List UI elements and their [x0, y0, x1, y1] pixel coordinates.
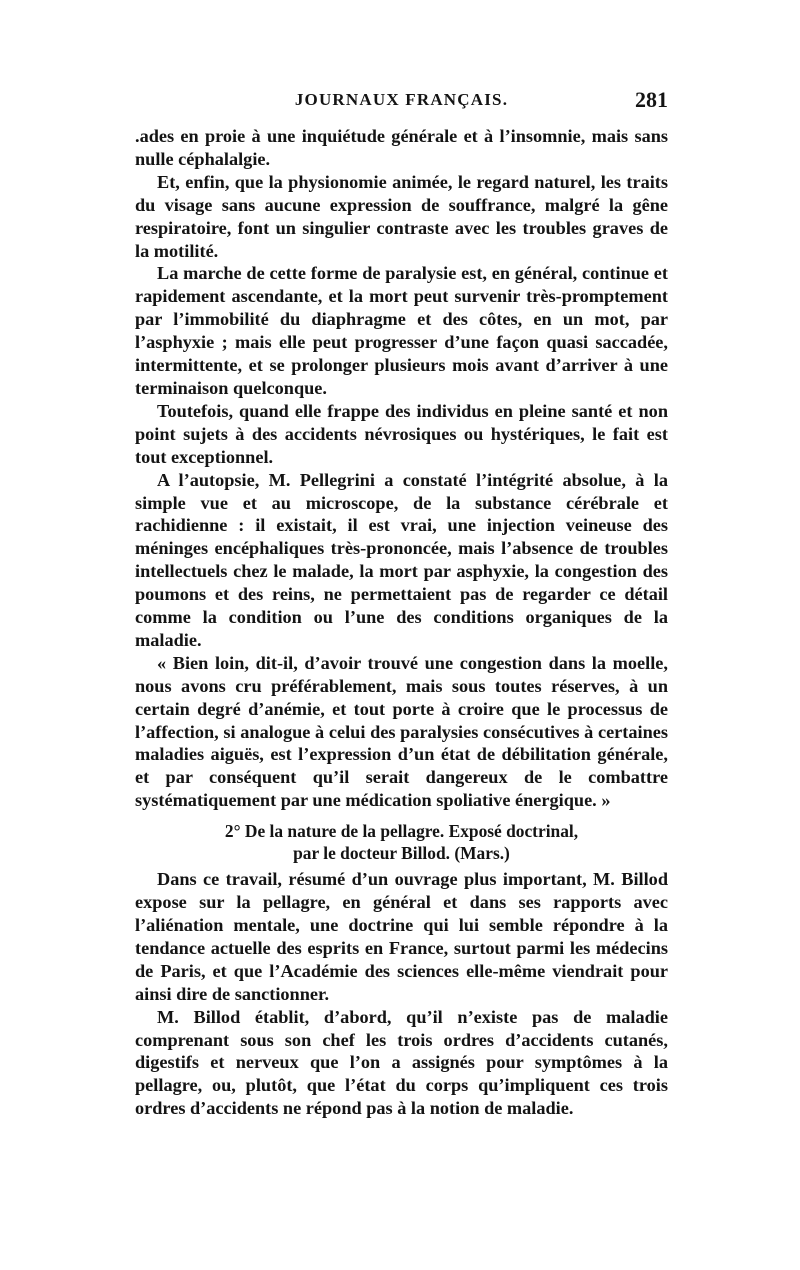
paragraph: Dans ce travail, résumé d’un ouvrage plus important, M. Billod expose sur la pellagre, en général et dans ses rapports avec l’aliénation mentale, une doctrine qui lui semble répondre à la tendance actuelle des esprits en France, surtout parmi les médecins de Paris, et que l’Académie des sciences elle-même viendrait pour ainsi dire de sanctionner. [135, 869, 668, 1004]
paragraph: Et, enfin, que la physionomie animée, le regard naturel, les traits du visage sans aucune expression de souffrance, malgré la gêne respiratoire, font un singulier contraste avec les troubles graves de la motilité. [135, 171, 668, 261]
section-heading-line: par le docteur Billod. (Mars.) [293, 842, 510, 863]
paragraph: M. Billod établit, d’abord, qu’il n’existe pas de maladie comprenant sous son chef les trois ordres d’accidents cutanés, digestifs et nerveux que l’on a assignés pour symptômes à la pellagre, ou, plutôt, que l’état du corps qu’impliquent ces trois ordres d’accidents ne répond pas à la notion de maladie. [135, 1006, 668, 1119]
section-heading-line: 2° De la nature de la pellagre. Exposé doctrinal, [224, 821, 579, 842]
paragraph: Toutefois, quand elle frappe des individus en pleine santé et non point sujets à des accidents névrosiques ou hystériques, le fait est tout exceptionnel. [135, 400, 668, 467]
paragraph: A l’autopsie, M. Pellegrini a constaté l’intégrité absolue, à la simple vue et au microscope, de la substance cérébrale et rachidienne : il existait, il est vrai, une injection veineuse des méninges encéphaliques très-prononcée, mais l’absence de troubles intellectuels chez le malade, la mort par asphyxie, la congestion des poumons et des reins, ne permettaient pas de regarder ce détail comme la condition ou l’une des conditions organiques de la maladie. [135, 469, 668, 650]
paragraph-continued: .ades en proie à une inquiétude générale et à l’insomnie, mais sans nulle céphalalgie. [135, 126, 668, 169]
page-number: 281 [635, 87, 668, 112]
section-heading [135, 821, 668, 864]
paragraph: La marche de cette forme de paralysie est, en général, continue et rapidement ascendante, et la mort peut survenir très-promptement par l’immobilité du diaphragme et des côtes, en un mot, par l’asphyxie ; mais elle peut progresser d’une façon quasi saccadée, intermittente, et se prolonger plusieurs mois avant d’arriver à une terminaison quelconque. [135, 263, 668, 398]
running-title: JOURNAUX FRANÇAIS. [294, 90, 509, 109]
paragraph-quotation: « Bien loin, dit-il, d’avoir trouvé une congestion dans la moelle, nous avons cru préférablement, mais sous toutes réserves, à un certain degré d’anémie, et tout porte à croire que le processus de l’affection, si analogue à celui des paralysies consécutives à certaines maladies aiguës, est l’expression d’un état de débilitation générale, et par conséquent qu’il serait dangereux de le combattre systématiquement par une médication spoliative énergique. » [135, 652, 668, 811]
body-text [135, 125, 668, 1120]
running-header [135, 87, 668, 114]
